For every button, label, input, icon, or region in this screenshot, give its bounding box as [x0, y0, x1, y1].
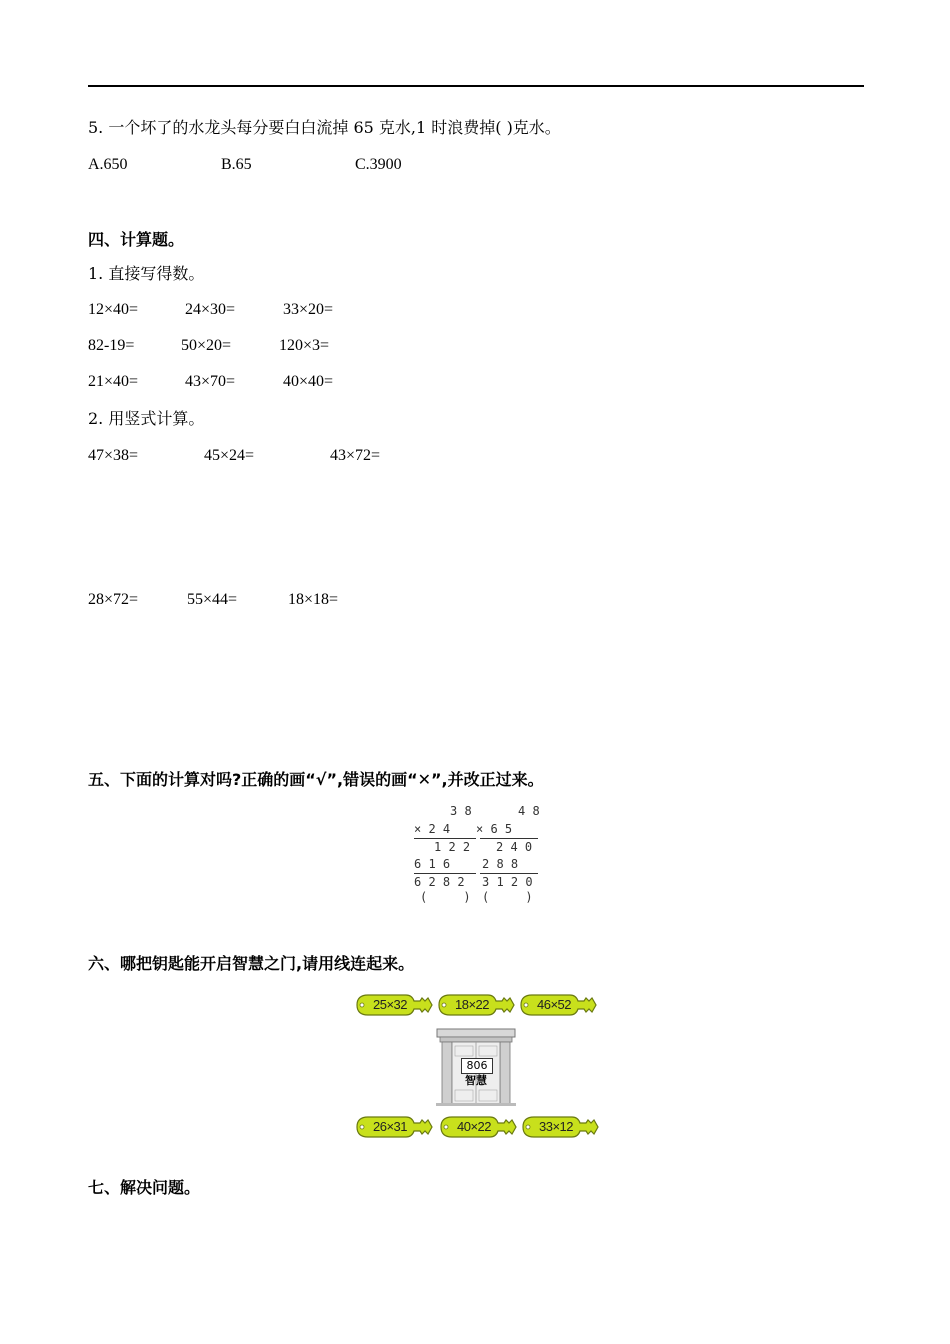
calc1-line — [414, 873, 476, 874]
calc2-line — [480, 838, 538, 839]
question-5-text: 5. 一个坏了的水龙头每分要白白流掉 65 克水,1 时浪费掉( )克水。 — [88, 118, 561, 137]
part-1-title: 1. 直接写得数。 — [88, 264, 205, 283]
key[interactable] — [354, 1114, 434, 1140]
wisdom-door — [436, 1028, 516, 1106]
section-6-title: 六、哪把钥匙能开启智慧之门,请用线连起来。 — [88, 954, 415, 973]
vertical-expr: 47×38= — [88, 447, 139, 464]
key[interactable] — [518, 992, 598, 1018]
calc2-answer-blank[interactable]: ( ) — [482, 890, 533, 904]
vertical-calculation-figure — [410, 802, 540, 906]
calc2-multiplier: × 6 5 — [476, 822, 513, 836]
calc1-answer-blank[interactable]: ( ) — [420, 890, 471, 904]
calc1-partial-1: 1 2 2 — [434, 840, 471, 854]
expr: 120×3= — [279, 337, 330, 354]
calc2-multiplicand: 4 8 — [518, 804, 540, 818]
calc1-multiplier: × 2 4 — [414, 822, 451, 836]
expr: 33×20= — [283, 301, 334, 318]
key-label: 33×12 — [538, 1119, 573, 1134]
section-7-title: 七、解决问题。 — [88, 1178, 201, 1197]
key[interactable] — [354, 992, 434, 1018]
expr: 82-19= — [88, 337, 135, 354]
key-label: 40×22 — [456, 1119, 491, 1134]
expr: 12×40= — [88, 301, 139, 318]
door-number: 806 — [461, 1058, 493, 1074]
calc2-line — [480, 873, 538, 874]
vertical-expr: 55×44= — [187, 591, 238, 608]
vertical-expr: 18×18= — [288, 591, 339, 608]
calc1-partial-2: 6 1 6 — [414, 857, 451, 871]
calc1-line — [414, 838, 476, 839]
keys-and-door-figure — [354, 988, 600, 1148]
expr: 40×40= — [283, 373, 334, 390]
vertical-expr: 28×72= — [88, 591, 139, 608]
expr: 43×70= — [185, 373, 236, 390]
calc1-multiplicand: 3 8 — [450, 804, 472, 818]
key-label: 46×52 — [536, 997, 571, 1012]
expr: 21×40= — [88, 373, 139, 390]
vertical-expr: 45×24= — [204, 447, 255, 464]
key-label: 26×31 — [372, 1119, 407, 1134]
vertical-expr: 43×72= — [330, 447, 381, 464]
expr: 50×20= — [181, 337, 232, 354]
calc2-result: 3 1 2 0 — [482, 875, 533, 889]
key-label: 25×32 — [372, 997, 407, 1012]
section-4-title: 四、计算题。 — [88, 230, 185, 249]
door-sign: 智慧 — [465, 1074, 487, 1087]
header-rule — [88, 85, 864, 87]
calc2-partial-1: 2 4 0 — [496, 840, 533, 854]
key[interactable] — [520, 1114, 600, 1140]
part-2-title: 2. 用竖式计算。 — [88, 409, 205, 428]
expr: 24×30= — [185, 301, 236, 318]
calc2-partial-2: 2 8 8 — [482, 857, 519, 871]
key-label: 18×22 — [454, 997, 489, 1012]
option-b: B.65 — [221, 156, 252, 173]
calc1-result: 6 2 8 2 — [414, 875, 465, 889]
option-a: A.650 — [88, 156, 128, 173]
section-5-title: 五、下面的计算对吗?正确的画“√”,错误的画“✕”,并改正过来。 — [88, 770, 544, 789]
key[interactable] — [436, 992, 516, 1018]
option-c: C.3900 — [355, 156, 402, 173]
key[interactable] — [438, 1114, 518, 1140]
